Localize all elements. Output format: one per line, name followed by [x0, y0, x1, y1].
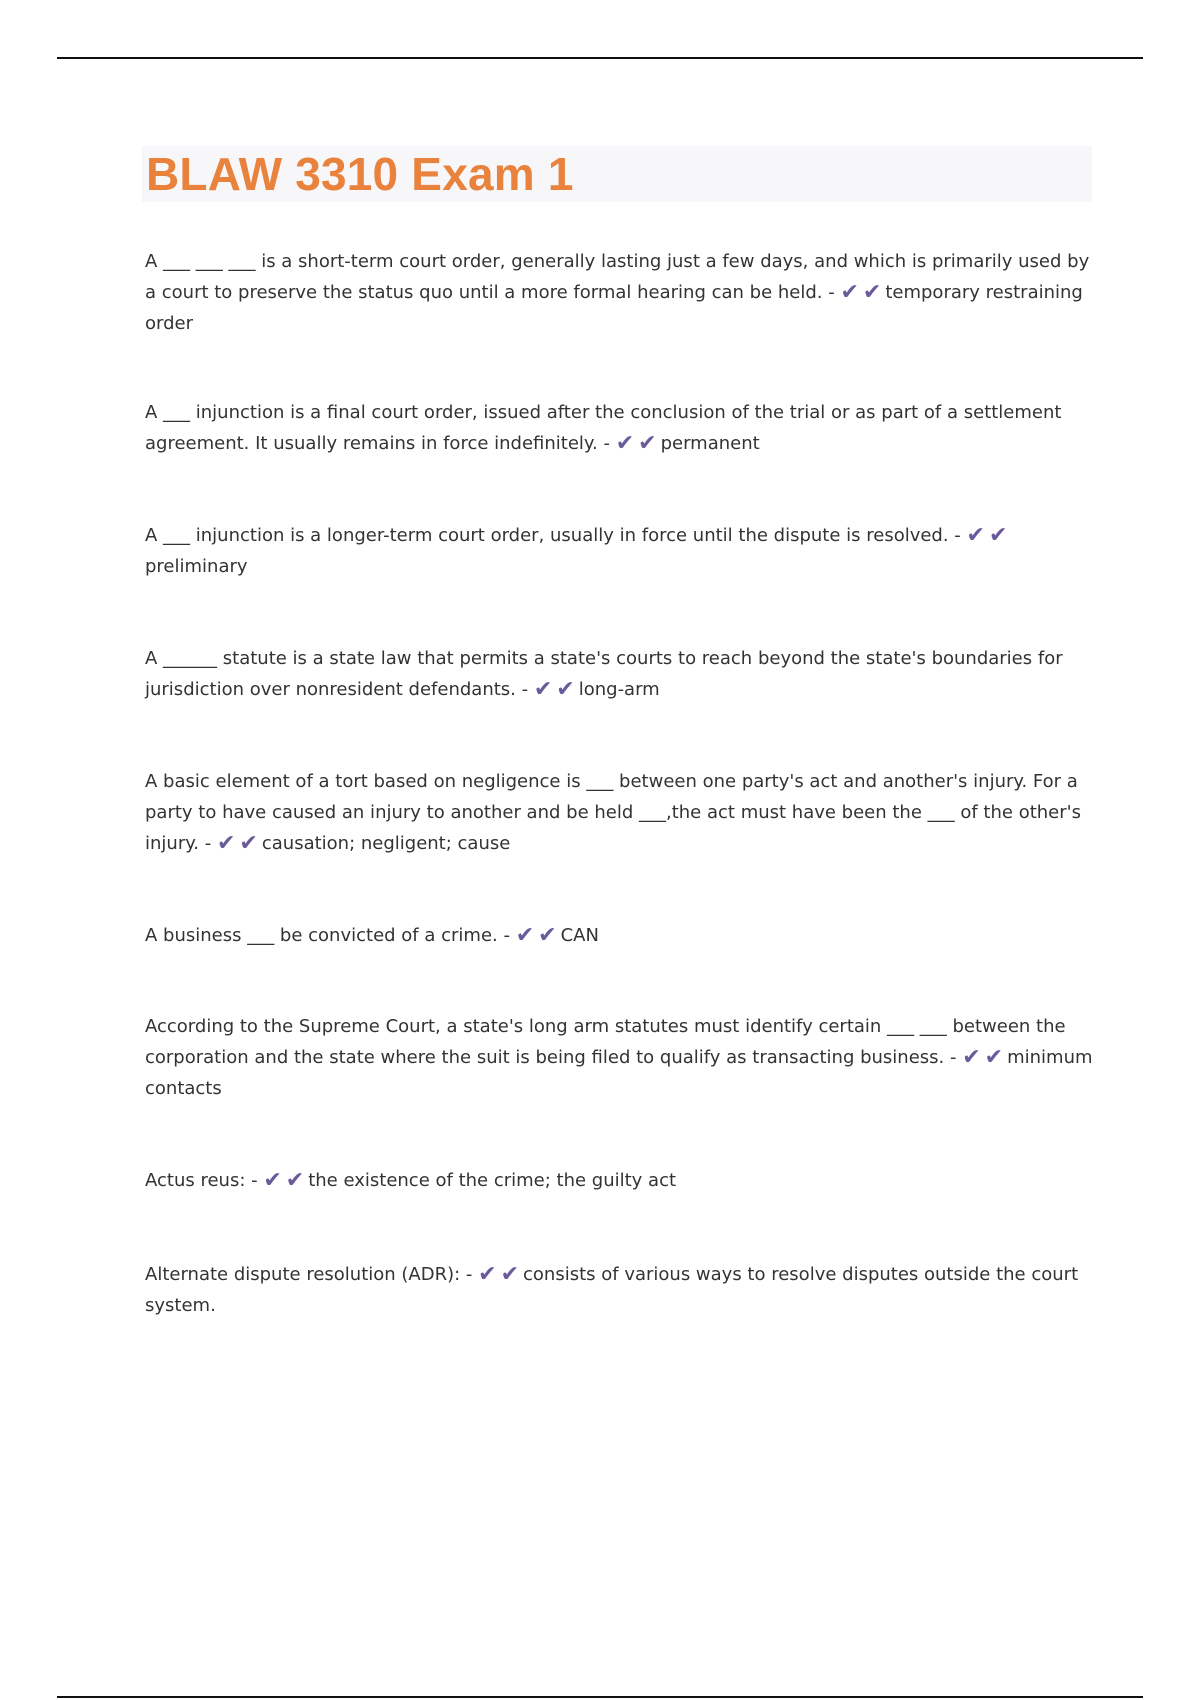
answer-text: consists of various ways to resolve disputes outside the court system. [145, 1264, 1079, 1316]
check-icon: ✔ [862, 280, 882, 305]
check-icon: ✔ [615, 431, 635, 456]
check-icon: ✔ [515, 923, 535, 948]
question-text: A ___ injunction is a longer-term court order, usually in force until the dispute is resolved. - [145, 525, 961, 546]
qa-item [145, 520, 1095, 582]
check-icon: ✔ [962, 1045, 981, 1070]
answer-checks [962, 1042, 1003, 1073]
answer-text: permanent [660, 433, 760, 454]
answer-text: CAN [560, 925, 599, 946]
qa-item [145, 397, 1095, 459]
answer-checks [616, 428, 657, 459]
question-text: A ___ ___ ___ is a short-term court order, generally lasting just a few days, and which is primarily used by a court to preserve the status quo until a more formal hearing can be held. - [145, 251, 1090, 303]
qa-item [145, 643, 1095, 705]
answer-checks [534, 674, 575, 705]
answer-checks [840, 277, 881, 308]
qa-item [145, 1259, 1095, 1321]
question-text: Alternate dispute resolution (ADR): - [145, 1264, 473, 1285]
question-text: A business ___ be convicted of a crime. - [145, 925, 510, 946]
bottom-rule [57, 1696, 1143, 1698]
check-icon: ✔ [638, 431, 657, 456]
question-text: A ______ statute is a state law that permits a state's courts to reach beyond the state's boundaries for jurisdiction over nonresident defendants. - [145, 648, 1063, 700]
check-icon: ✔ [538, 923, 557, 948]
check-icon: ✔ [984, 1045, 1004, 1070]
check-icon: ✔ [533, 677, 553, 702]
check-icon: ✔ [988, 523, 1008, 548]
qa-item [145, 246, 1095, 339]
check-icon: ✔ [500, 1262, 520, 1287]
answer-checks [263, 1165, 304, 1196]
page-title: BLAW 3310 Exam 1 [146, 148, 574, 200]
check-icon: ✔ [216, 831, 236, 856]
check-icon: ✔ [285, 1168, 305, 1193]
check-icon: ✔ [263, 1168, 282, 1193]
answer-checks [478, 1259, 519, 1290]
answer-text: long-arm [578, 679, 660, 700]
qa-item [145, 766, 1095, 859]
answer-text: preliminary [145, 556, 248, 577]
answer-text: the existence of the crime; the guilty act [308, 1170, 677, 1191]
question-text: A ___ injunction is a final court order, issued after the conclusion of the trial or as part of a settlement agreement. It usually remains in force indefinitely. - [145, 402, 1062, 454]
answer-checks [217, 828, 258, 859]
answer-checks [516, 920, 557, 951]
check-icon: ✔ [966, 523, 985, 548]
top-rule [57, 57, 1143, 59]
qa-item [145, 1165, 676, 1196]
answer-checks [967, 520, 1008, 551]
qa-item [145, 920, 599, 951]
title-banner [142, 146, 1092, 202]
qa-item [145, 1011, 1095, 1104]
question-text: According to the Supreme Court, a state's long arm statutes must identify certain ___ ___ between the corporation and the state where the suit is being filed to qualify as transacting business. - [145, 1016, 1066, 1068]
question-text: Actus reus: - [145, 1170, 258, 1191]
answer-text: minimum contacts [145, 1047, 1093, 1099]
answer-text: causation; negligent; cause [261, 833, 511, 854]
check-icon: ✔ [239, 831, 258, 856]
answer-text: temporary restraining order [145, 282, 1083, 334]
question-text: A basic element of a tort based on negligence is ___ between one party's act and another's injury. For a party to have caused an injury to another and be held ___,the act must have been the ___ of the other's injury. - [145, 771, 1081, 854]
check-icon: ✔ [840, 280, 859, 305]
check-icon: ✔ [556, 677, 575, 702]
check-icon: ✔ [478, 1262, 497, 1287]
